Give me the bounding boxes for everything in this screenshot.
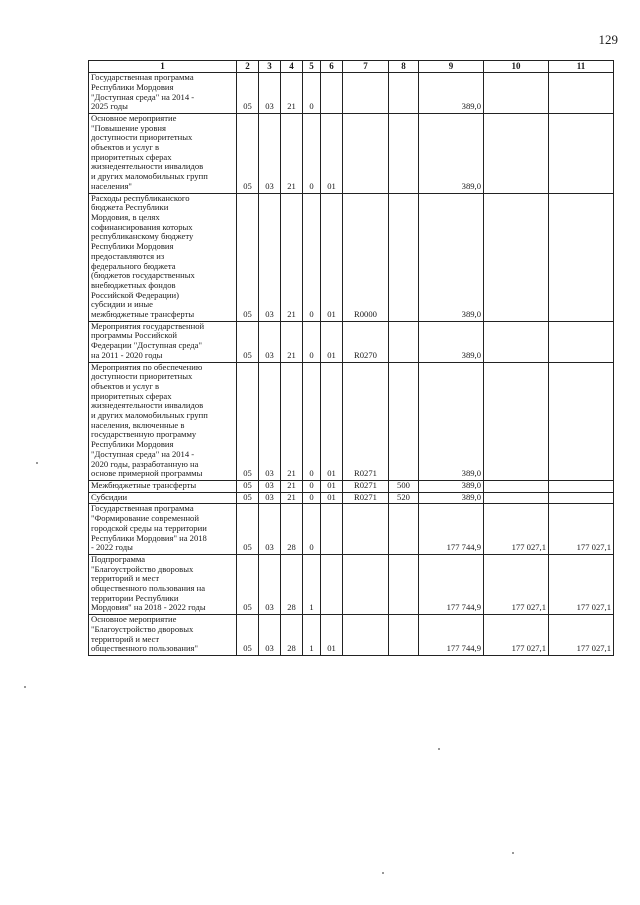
row-code-2: 05: [237, 504, 259, 555]
row-amount-10: [484, 480, 549, 492]
row-amount-10: [484, 321, 549, 362]
row-code-4: 28: [281, 615, 303, 656]
header-col-5: 5: [303, 61, 321, 73]
row-amount-10: [484, 73, 549, 114]
row-amount-11: 177 027,1: [549, 554, 614, 614]
row-amount-9: 177 744,9: [419, 615, 484, 656]
table-row: [89, 480, 614, 492]
row-code-7: R0271: [343, 480, 389, 492]
row-code-6: [321, 554, 343, 614]
header-col-7: 7: [343, 61, 389, 73]
row-code-7: [343, 73, 389, 114]
row-code-5: 0: [303, 73, 321, 114]
row-code-5: 0: [303, 504, 321, 555]
row-amount-9: 177 744,9: [419, 554, 484, 614]
row-amount-10: [484, 492, 549, 504]
row-code-2: 05: [237, 113, 259, 193]
row-code-6: 01: [321, 480, 343, 492]
table-row: [89, 113, 614, 193]
row-amount-10: [484, 113, 549, 193]
row-name: Мероприятия государственной программы Российской Федерации "Доступная среда" на 2011 - 2020 годы: [89, 321, 237, 362]
row-code-3: 03: [259, 321, 281, 362]
row-code-5: 0: [303, 113, 321, 193]
row-code-6: 01: [321, 492, 343, 504]
table-row: [89, 362, 614, 480]
row-amount-11: [549, 73, 614, 114]
table-row: [89, 615, 614, 656]
row-name: Основное мероприятие "Повышение уровня доступности приоритетных объектов и услуг в приоритетных сферах жизнедеятельности инвалидов и других маломобильных групп населения": [89, 113, 237, 193]
row-name: Подпрограмма "Благоустройство дворовых территорий и мест общественного пользования на территории Республики Мордовия" на 2018 - 2022 годы: [89, 554, 237, 614]
row-code-4: 21: [281, 480, 303, 492]
row-amount-10: 177 027,1: [484, 504, 549, 555]
header-col-2: 2: [237, 61, 259, 73]
row-amount-11: [549, 193, 614, 321]
row-amount-11: 177 027,1: [549, 615, 614, 656]
row-code-4: 28: [281, 554, 303, 614]
row-code-3: 03: [259, 504, 281, 555]
row-code-7: [343, 554, 389, 614]
row-amount-9: 389,0: [419, 480, 484, 492]
row-code-5: 0: [303, 362, 321, 480]
row-code-3: 03: [259, 193, 281, 321]
row-name: Расходы республиканского бюджета Республики Мордовия, в целях софинансирования которых республиканскому бюджету Республики Мордовия предоставляются из федерального бюджета (бюджетов государственных внебюджетных фондов Российской Федерации) субсидии и иные межбюджетные трансферты: [89, 193, 237, 321]
scan-speck: [438, 748, 440, 750]
row-code-7: [343, 504, 389, 555]
row-name: Государственная программа "Формирование современной городской среды на территории Республики Мордовия" на 2018 - 2022 годы: [89, 504, 237, 555]
row-code-7: [343, 113, 389, 193]
scan-speck: [382, 872, 384, 874]
row-amount-9: 389,0: [419, 73, 484, 114]
row-code-2: 05: [237, 193, 259, 321]
row-code-2: 05: [237, 73, 259, 114]
table-row: [89, 492, 614, 504]
row-code-6: 01: [321, 362, 343, 480]
row-amount-9: 389,0: [419, 193, 484, 321]
row-code-8: [389, 113, 419, 193]
row-code-8: [389, 362, 419, 480]
row-code-8: [389, 321, 419, 362]
header-col-3: 3: [259, 61, 281, 73]
header-col-4: 4: [281, 61, 303, 73]
row-code-2: 05: [237, 492, 259, 504]
row-amount-9: 389,0: [419, 362, 484, 480]
row-amount-11: [549, 492, 614, 504]
row-amount-9: 389,0: [419, 113, 484, 193]
row-code-6: 01: [321, 321, 343, 362]
row-amount-9: 389,0: [419, 492, 484, 504]
budget-table: [88, 60, 614, 656]
row-code-4: 21: [281, 193, 303, 321]
row-amount-10: 177 027,1: [484, 615, 549, 656]
row-code-7: [343, 615, 389, 656]
row-code-3: 03: [259, 615, 281, 656]
row-code-6: 01: [321, 193, 343, 321]
row-code-3: 03: [259, 113, 281, 193]
row-code-8: [389, 73, 419, 114]
scan-speck: [36, 462, 38, 464]
row-code-2: 05: [237, 362, 259, 480]
row-amount-11: [549, 113, 614, 193]
row-code-4: 21: [281, 321, 303, 362]
row-code-5: 1: [303, 554, 321, 614]
row-amount-11: [549, 362, 614, 480]
table-row: [89, 321, 614, 362]
scan-speck: [24, 686, 26, 688]
row-amount-10: [484, 193, 549, 321]
row-name: Субсидии: [89, 492, 237, 504]
table-header: [89, 61, 614, 73]
row-code-8: 500: [389, 480, 419, 492]
row-code-8: [389, 193, 419, 321]
header-col-1: 1: [89, 61, 237, 73]
header-row: [89, 61, 614, 73]
header-col-8: 8: [389, 61, 419, 73]
row-code-2: 05: [237, 321, 259, 362]
header-col-9: 9: [419, 61, 484, 73]
scan-speck: [512, 852, 514, 854]
row-code-7: R0000: [343, 193, 389, 321]
row-amount-11: [549, 480, 614, 492]
header-col-10: 10: [484, 61, 549, 73]
row-code-8: [389, 504, 419, 555]
row-name: Основное мероприятие "Благоустройство дворовых территорий и мест общественного пользования": [89, 615, 237, 656]
row-code-2: 05: [237, 554, 259, 614]
row-code-2: 05: [237, 480, 259, 492]
row-code-4: 28: [281, 504, 303, 555]
row-code-4: 21: [281, 73, 303, 114]
row-code-3: 03: [259, 492, 281, 504]
row-code-6: 01: [321, 615, 343, 656]
row-amount-10: [484, 362, 549, 480]
table-row: [89, 193, 614, 321]
row-code-3: 03: [259, 362, 281, 480]
table-row: [89, 73, 614, 114]
row-code-3: 03: [259, 554, 281, 614]
row-code-5: 0: [303, 480, 321, 492]
row-code-4: 21: [281, 492, 303, 504]
row-code-5: 1: [303, 615, 321, 656]
row-amount-10: 177 027,1: [484, 554, 549, 614]
row-code-7: R0271: [343, 362, 389, 480]
row-name: Государственная программа Республики Мордовия "Доступная среда" на 2014 - 2025 годы: [89, 73, 237, 114]
row-amount-9: 389,0: [419, 321, 484, 362]
row-code-3: 03: [259, 480, 281, 492]
row-code-8: [389, 615, 419, 656]
row-code-2: 05: [237, 615, 259, 656]
table-row: [89, 554, 614, 614]
row-code-6: 01: [321, 113, 343, 193]
row-name: Мероприятия по обеспечению доступности приоритетных объектов и услуг в приоритетных сферах жизнедеятельности инвалидов и других маломобильных групп населения, включенные в государственную программу Республики Мордовия "Доступная среда" на 2014 - 2020 годы, разработанную на основе примерной программы: [89, 362, 237, 480]
row-amount-9: 177 744,9: [419, 504, 484, 555]
row-code-7: R0271: [343, 492, 389, 504]
row-code-6: [321, 504, 343, 555]
row-code-3: 03: [259, 73, 281, 114]
row-code-5: 0: [303, 321, 321, 362]
page-number: 129: [598, 32, 618, 47]
header-col-6: 6: [321, 61, 343, 73]
row-code-6: [321, 73, 343, 114]
row-code-5: 0: [303, 492, 321, 504]
table-body: [89, 73, 614, 656]
table-row: [89, 504, 614, 555]
row-amount-11: [549, 321, 614, 362]
row-code-5: 0: [303, 193, 321, 321]
row-code-8: 520: [389, 492, 419, 504]
row-code-8: [389, 554, 419, 614]
row-code-4: 21: [281, 113, 303, 193]
row-code-7: R0270: [343, 321, 389, 362]
header-col-11: 11: [549, 61, 614, 73]
row-name: Межбюджетные трансферты: [89, 480, 237, 492]
row-amount-11: 177 027,1: [549, 504, 614, 555]
row-code-4: 21: [281, 362, 303, 480]
